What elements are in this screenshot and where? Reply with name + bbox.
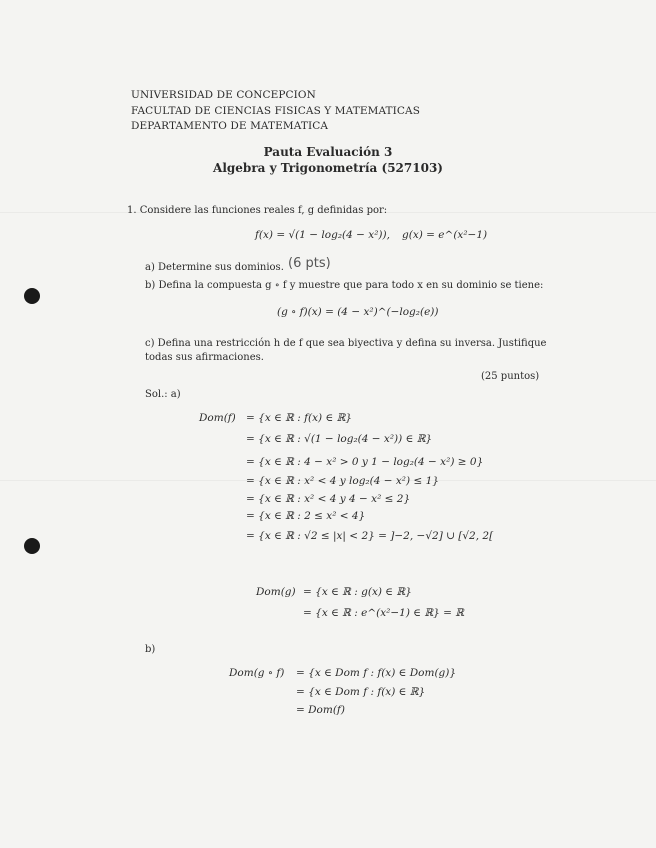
exam-title: Pauta Evaluación 3	[263, 145, 393, 159]
dom-f-line: = {x ∈ ℝ : f(x) ∈ ℝ}	[246, 412, 352, 424]
dom-g-line: = {x ∈ ℝ : e^(x²−1) ∈ ℝ} = ℝ	[303, 607, 464, 619]
dom-gf-line: = {x ∈ Dom f : f(x) ∈ ℝ}	[296, 686, 426, 698]
university-name: UNIVERSIDAD DE CONCEPCION	[131, 89, 316, 101]
dom-gf-lhs: Dom(g ∘ f)	[229, 667, 285, 679]
part-c-line1: c) Defina una restricción h de f que sea biyectiva y defina su inversa. Justifique	[145, 338, 547, 349]
f-definition: f(x) = √(1 − log₂(4 − x²)),	[255, 229, 390, 241]
problem-intro: 1. Considere las funciones reales f, g definidas por:	[127, 205, 388, 216]
part-c-line2: todas sus afirmaciones.	[145, 352, 264, 363]
dom-f-line: = {x ∈ ℝ : √(1 − log₂(4 − x²)) ∈ ℝ}	[246, 433, 433, 445]
faculty-name: FACULTAD DE CIENCIAS FISICAS Y MATEMATICAS	[131, 105, 421, 117]
dom-gf-line: = {x ∈ Dom f : f(x) ∈ Dom(g)}	[296, 667, 457, 679]
punch-hole	[24, 538, 40, 554]
part-b: b) Defina la compuesta g ∘ f y muestre que para todo x en su dominio se tiene:	[145, 280, 544, 291]
part-b-formula: (g ∘ f)(x) = (4 − x²)^(−log₂(e))	[277, 306, 439, 318]
dom-f-line: = {x ∈ ℝ : x² < 4 y log₂(4 − x²) ≤ 1}	[246, 475, 439, 487]
dom-g-line: = {x ∈ ℝ : g(x) ∈ ℝ}	[303, 586, 412, 598]
dom-f-line: = {x ∈ ℝ : √2 ≤ |x| < 2} = ]−2, −√2] ∪ [√2, 2[	[246, 530, 494, 542]
solution-part-b-label: b)	[145, 644, 156, 655]
dom-f-line: = {x ∈ ℝ : x² < 4 y 4 − x² ≤ 2}	[246, 493, 411, 505]
solution-label: Sol.: a)	[145, 389, 181, 400]
department-name: DEPARTAMENTO DE MATEMATICA	[131, 120, 329, 132]
course-title: Algebra y Trigonometría (527103)	[213, 161, 443, 175]
handwritten-points: (6 pts)	[288, 256, 331, 271]
dom-f-line: = {x ∈ ℝ : 2 ≤ x² < 4}	[246, 510, 366, 522]
dom-gf-line: = Dom(f)	[296, 704, 345, 716]
g-definition: g(x) = e^(x²−1)	[402, 229, 488, 241]
part-a: a) Determine sus dominios.	[145, 262, 284, 273]
dom-g-lhs: Dom(g)	[256, 586, 296, 598]
dom-f-lhs: Dom(f)	[199, 412, 236, 424]
punch-hole	[24, 288, 40, 304]
total-points: (25 puntos)	[481, 371, 540, 382]
dom-f-line: = {x ∈ ℝ : 4 − x² > 0 y 1 − log₂(4 − x²) ≥ 0}	[246, 456, 484, 468]
